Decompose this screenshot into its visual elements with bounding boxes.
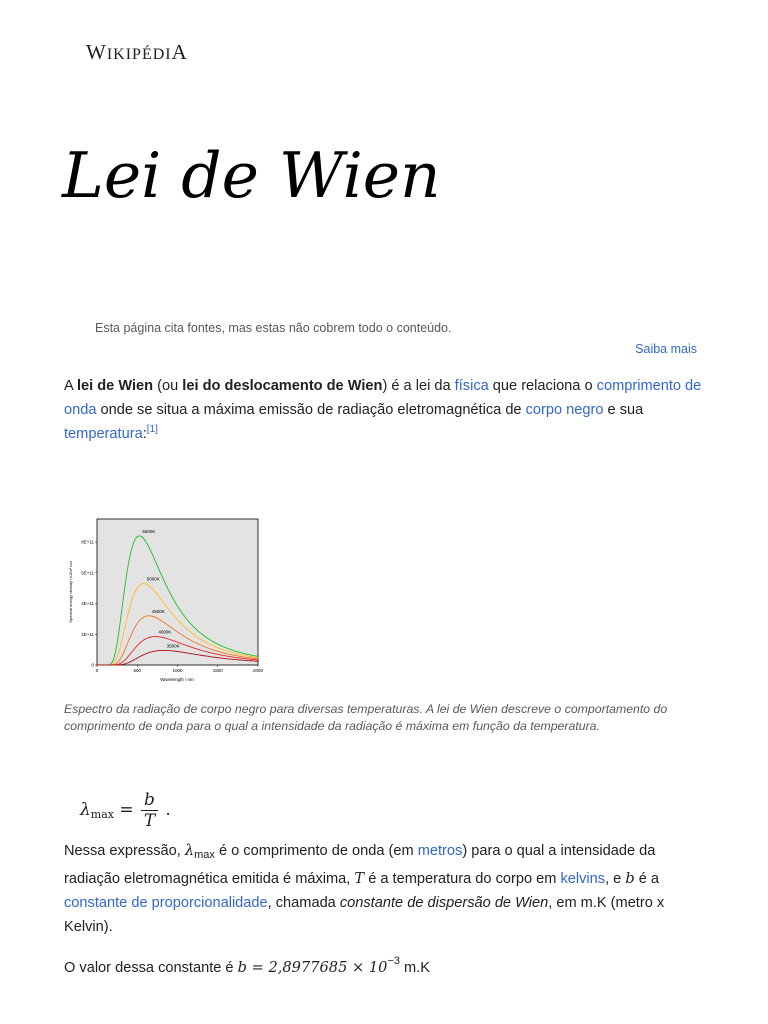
y-tick-label: 6E+11	[81, 570, 94, 576]
x-tick-label: 1500	[212, 668, 223, 673]
y-tick-label: 2E+11	[81, 631, 94, 637]
x-tick-label: 2000	[252, 668, 264, 673]
y-axis-label: Spectral energy density / kJ/m³ nm	[68, 561, 73, 623]
explanation-paragraph: Nessa expressão, $\lambda_{max}$ é o comprimento de onda (em metros) para o qual a intensidade da radiação eletromagnética emitida é máxima, T é a temperatura do corpo em kelvins, e b é a constante de proporcionalidade, chamada constante de dispersão de Wien, em m.K (metro x Kelvin).	[64, 842, 665, 935]
link-comprimento-de-onda[interactable]: comprimento de onda	[64, 378, 702, 418]
y-tick-label: 8E+11	[81, 539, 94, 545]
term-deslocamento: lei do deslocamento de Wien	[182, 378, 383, 394]
constant-value-paragraph: O valor dessa constante é $b = 2,8977685 \times 10^{-3}$ m.K	[64, 955, 430, 976]
link-constante-de-proporcionalidade[interactable]: constante de proporcionalidade	[64, 895, 268, 911]
link-fisica[interactable]: física	[454, 378, 489, 394]
series-label-4500K: 4500K	[151, 608, 165, 614]
link-kelvins[interactable]: kelvins	[560, 871, 606, 887]
wikipedia-logo[interactable]: WIKIPÉDIA	[86, 40, 188, 64]
series-label-4000K: 4000K	[158, 629, 172, 635]
y-tick-label: 4E+11	[81, 601, 94, 607]
link-corpo-negro[interactable]: corpo negro	[525, 402, 604, 418]
page-title: Lei de Wien	[62, 139, 441, 212]
series-label-5500K: 5500K	[142, 528, 156, 534]
x-axis-label: Wavelength / nm	[160, 677, 194, 682]
reference-1[interactable]: [1]	[146, 424, 158, 435]
series-label-3500K: 3500K	[166, 643, 180, 649]
x-tick-label: 0	[95, 668, 99, 673]
sources-notice: Esta página cita fontes, mas estas não cobrem todo o conteúdo.	[95, 321, 452, 335]
blackbody-spectrum-figure[interactable]	[64, 510, 264, 688]
link-metros[interactable]: metros	[417, 843, 463, 859]
link-temperatura[interactable]: temperatura	[64, 426, 143, 442]
series-label-5000K: 5000K	[146, 576, 160, 582]
figure-caption: Espectro da radiação de corpo negro para diversas temperaturas. A lei de Wien descreve o comportamento do comprimento de onda para o qual a intensidade da radiação é máxima em função da temperatura.	[64, 702, 668, 733]
y-tick-label: 0	[91, 662, 94, 668]
blackbody-spectrum-chart	[64, 510, 264, 688]
term-lei-de-wien: lei de Wien	[76, 378, 154, 394]
x-tick-label: 1000	[172, 668, 183, 673]
x-tick-label: 500	[133, 668, 142, 673]
learn-more-link[interactable]: Saiba mais	[635, 342, 697, 356]
wien-formula: $\lambda_{max}$ = $\frac{b}{T}$ .	[80, 790, 171, 831]
formula-fraction: $\frac{b}{T}$	[141, 790, 158, 831]
intro-paragraph: A lei de Wien (ou lei do deslocamento de Wien) é a lei da física que relaciona o comprimento de onda onde se situa a máxima emissão de radiação eletromagnética de corpo negro e sua temperatura:[1]	[64, 378, 702, 442]
